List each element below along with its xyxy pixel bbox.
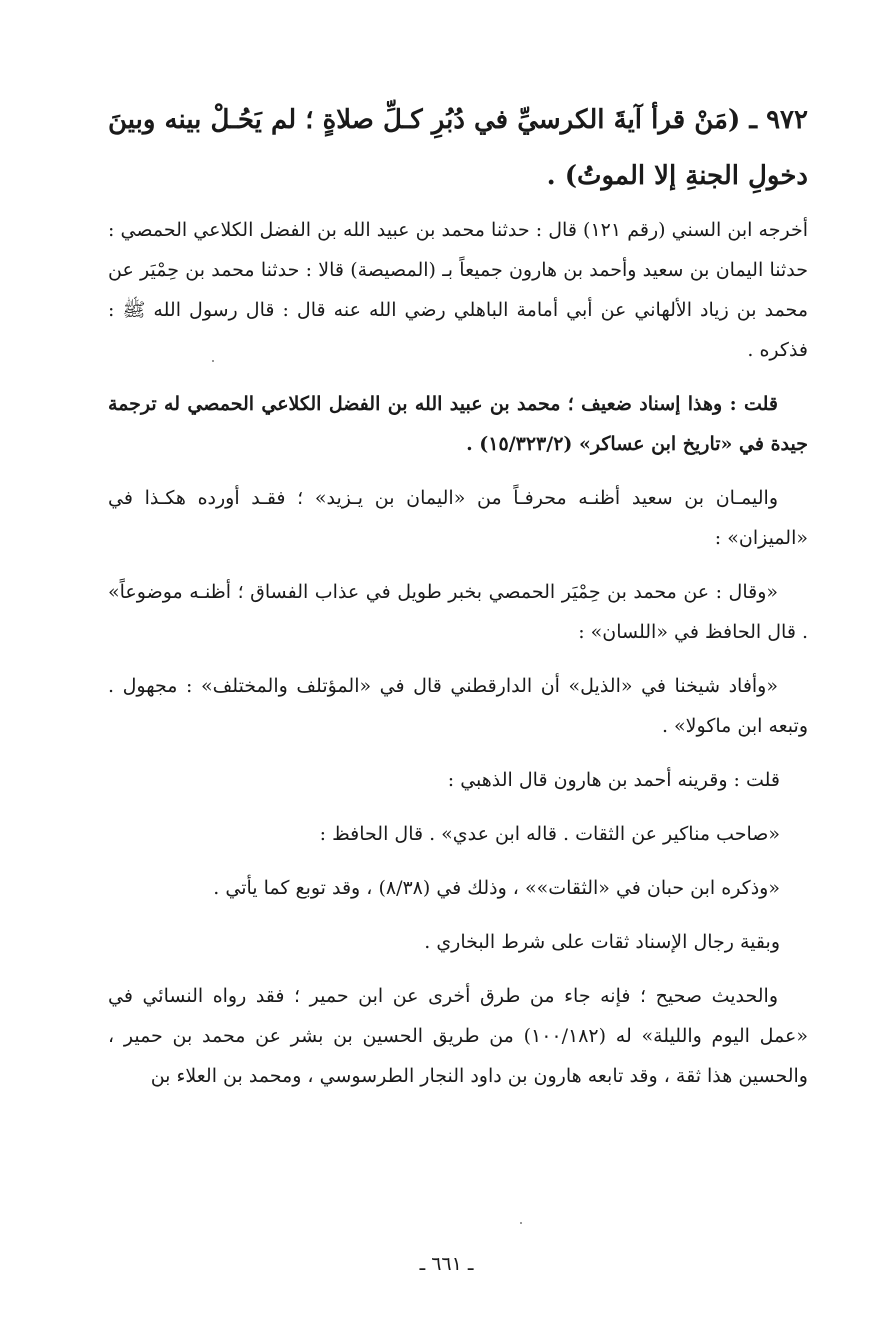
paragraph-ibn-hibban-quote: «وذكره ابن حبان في «الثقات»» ، وذلك في (٨/٣٨) ، وقد توبع كما يأتي . — [213, 877, 780, 899]
paragraph-yaman-note: واليمـان بن سعيد أظنـه محرفـاً من «اليمان بن يـزيد» ؛ فقـد أورده هكـذا في «الميزان» : — [108, 487, 808, 549]
text-column — [108, 92, 808, 1110]
scan-speck — [212, 360, 214, 362]
paragraph-ahmad-note: قلت : وقرينه أحمد بن هارون قال الذهبي : — [447, 769, 780, 791]
paragraph-takhrij: أخرجه ابن السني (رقم ١٢١) قال : حدثنا محمد بن عبيد الله بن الفضل الكلاعي الحمصي : حدثنا اليمان بن سعيد وأحمد بن هارون جميعاً بـ (المصيصة) قالا : حدثنا محمد بن حِمْيَر عن محمد بن زياد الألهاني عن أبي أمامة الباهلي رضي الله عنه قال : قال رسول الله ﷺ : فذكره . — [108, 219, 808, 361]
paragraph-dhahabi-quote: «صاحب مناكير عن الثقات . قاله ابن عدي» . قال الحافظ : — [319, 823, 780, 845]
paragraph-hadith-sahih: والحديث صحيح ؛ فإنه جاء من طرق أخرى عن ابن حمير ؛ فقد رواه النسائي في «عمل اليوم والليلة» له (١٠٠/١٨٢) من طريق الحسين بن بشر عن محمد بن حمير ، والحسين هذا ثقة ، وقد تابعه هارون بن داود النجار الطرسوسي ، ومحمد بن العلاء بن — [108, 985, 808, 1087]
scan-speck — [520, 1222, 522, 1224]
hadith-heading: ٩٧٢ ـ (مَنْ قرأ آيةَ الكرسيِّ في دُبُرِ كـلِّ صلاةٍ ؛ لم يَحُـلْ بينه وبينَ دخولِ الجنةِ إلا الموتُ) . — [108, 105, 808, 191]
page-number: ـ ٦٦١ ـ — [419, 1253, 474, 1275]
paragraph-mizan-quote: «وقال : عن محمد بن حِمْيَر الحمصي بخبر طويل في عذاب الفساق ؛ أظنـه موضوعاً» . قال الحافظ في «اللسان» : — [108, 581, 808, 643]
paragraph-rijal-note: وبقية رجال الإسناد ثقات على شرط البخاري . — [424, 931, 780, 953]
paragraph-lisan-quote: «وأفاد شيخنا في «الذيل» أن الدارقطني قال في «المؤتلف والمختلف» : مجهول . وتبعه ابن ماكولا» . — [108, 675, 808, 737]
paragraph-isnad-grade: قلت : وهذا إسناد ضعيف ؛ محمد بن عبيد الله بن الفضل الكلاعي الحمصي له ترجمة جيدة في «تاريخ ابن عساكر» (١٥/٣٢٣/٢) . — [108, 393, 808, 455]
